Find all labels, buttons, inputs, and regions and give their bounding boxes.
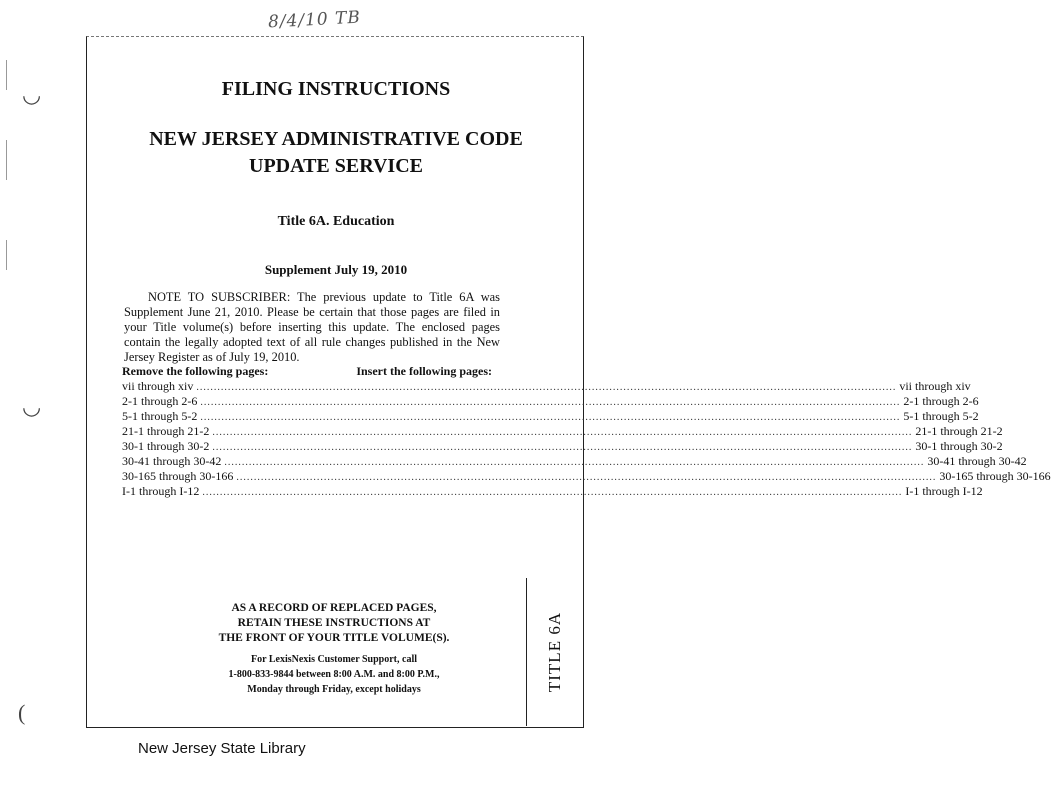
table-row: [122, 424, 1003, 439]
remove-pages: 30-165 through 30-166: [122, 469, 234, 483]
side-tab-label: TITLE 6A: [545, 611, 565, 693]
binder-ring-mark: ◡: [22, 394, 42, 419]
supplement-date: Supplement July 19, 2010: [264, 262, 408, 277]
leader-dots: ........................................................................................................................................................................................................: [212, 427, 913, 438]
leader-dots: ........................................................................................................................................................................................................: [202, 487, 903, 498]
library-stamp: New Jersey State Library: [138, 740, 306, 757]
binder-ring-mark: ◡: [22, 82, 42, 107]
code-title-line2: UPDATE SERVICE: [249, 155, 423, 177]
insert-pages: 2-1 through 2-6: [903, 394, 979, 408]
support-line: 1-800-833-9844 between 8:00 A.M. and 8:00 P.M.,: [228, 669, 440, 680]
remove-pages: I-1 through I-12: [122, 484, 200, 498]
leader-dots: ........................................................................................................................................................................................................: [200, 397, 901, 408]
page-replacement-table: [122, 364, 1051, 499]
support-line: For LexisNexis Customer Support, call: [250, 654, 417, 665]
page-title: FILING INSTRUCTIONS: [221, 78, 451, 100]
code-title-line1: NEW JERSEY ADMINISTRATIVE CODE: [149, 128, 523, 150]
table-row: [122, 379, 971, 394]
handwritten-note: 8/4/10 TB: [267, 7, 362, 33]
table-header: [122, 364, 492, 379]
leader-dots: ........................................................................................................................................................................................................: [200, 412, 901, 423]
remove-pages: 30-41 through 30-42: [122, 454, 222, 468]
record-line: AS A RECORD OF REPLACED PAGES,: [231, 602, 437, 614]
insert-pages: I-1 through I-12: [905, 484, 983, 498]
insert-pages: 30-165 through 30-166: [939, 469, 1051, 483]
margin-mark: [6, 240, 7, 270]
leader-dots: ........................................................................................................................................................................................................: [212, 442, 913, 453]
insert-pages: 30-1 through 30-2: [915, 439, 1003, 453]
remove-pages: 5-1 through 5-2: [122, 409, 198, 423]
margin-mark: [6, 140, 7, 180]
insert-pages: 21-1 through 21-2: [915, 424, 1003, 438]
subscriber-note: NOTE TO SUBSCRIBER: The previous update to Title 6A was Supplement June 21, 2010. Please be certain that those pages are filed in your Title volume(s) before inserting this update. The enclosed pages contain the legally adopted text of all rule changes published in the New Jersey Register as of July 19, 2010.: [124, 290, 500, 364]
table-row: [122, 394, 979, 409]
remove-pages: vii through xiv: [122, 379, 194, 393]
insert-pages: 30-41 through 30-42: [927, 454, 1027, 468]
record-line: RETAIN THESE INSTRUCTIONS AT: [237, 617, 431, 629]
code-title: [86, 126, 586, 180]
record-line: THE FRONT OF YOUR TITLE VOLUME(S).: [218, 632, 450, 644]
insert-pages: 5-1 through 5-2: [903, 409, 979, 423]
leader-dots: ........................................................................................................................................................................................................: [196, 382, 897, 393]
remove-pages: 30-1 through 30-2: [122, 439, 210, 453]
table-row: [122, 469, 1051, 484]
insert-pages: vii through xiv: [899, 379, 971, 393]
insert-header: Insert the following pages:: [356, 364, 492, 378]
margin-mark: [6, 60, 7, 90]
binder-ring-mark: (: [18, 700, 26, 725]
table-row: [122, 409, 979, 424]
customer-support: [86, 652, 582, 697]
title-side-tab: [526, 578, 583, 726]
title-number: Title 6A. Education: [277, 214, 395, 229]
leader-dots: ........................................................................................................................................................................................................: [236, 472, 937, 483]
table-row: [122, 439, 1003, 454]
support-line: Monday through Friday, except holidays: [247, 684, 421, 695]
remove-header: Remove the following pages:: [122, 364, 269, 378]
remove-pages: 2-1 through 2-6: [122, 394, 198, 408]
leader-dots: ........................................................................................................................................................................................................: [224, 457, 925, 468]
remove-pages: 21-1 through 21-2: [122, 424, 210, 438]
record-instructions: [86, 601, 582, 646]
table-row: [122, 454, 1027, 469]
table-row: [122, 484, 983, 499]
